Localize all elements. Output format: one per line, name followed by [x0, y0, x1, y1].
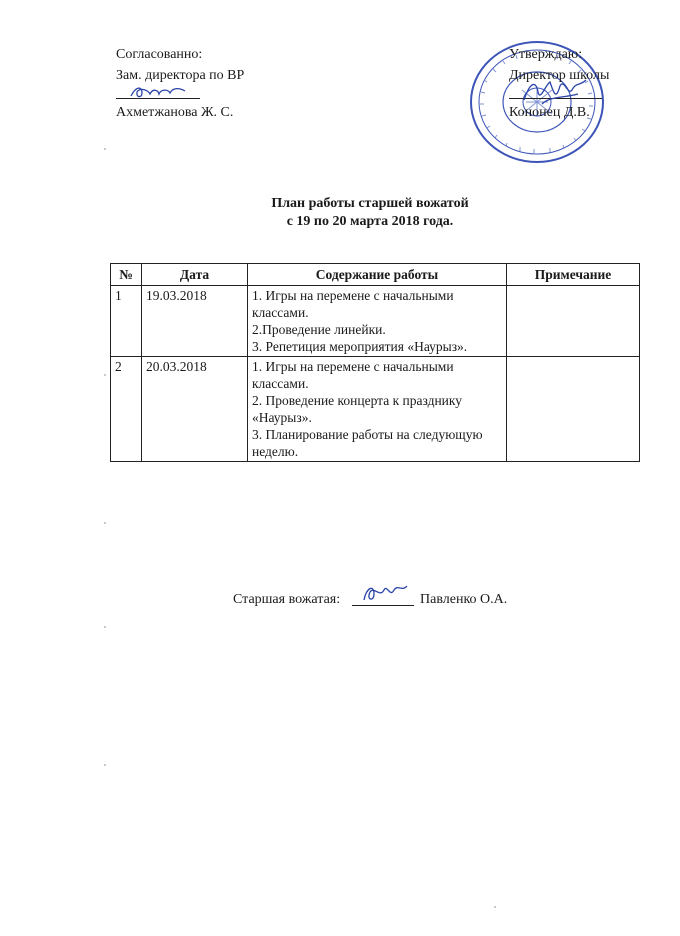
director-position: Директор школы [509, 68, 610, 83]
director-signature [520, 74, 590, 108]
row-content [248, 357, 507, 462]
row-date: 20.03.2018 [142, 357, 248, 462]
document-subtitle: с 19 по 20 марта 2018 года. [286, 214, 454, 229]
approve-label: Утверждаю: [509, 47, 583, 62]
document-title: План работы старшей вожатой [271, 196, 469, 211]
footer-name: Павленко О.А. [420, 592, 508, 607]
scan-speck [104, 522, 106, 524]
row-number: 1 [111, 286, 142, 357]
table-row [111, 286, 640, 357]
header-note: Примечание [507, 264, 640, 286]
scan-speck [494, 906, 496, 908]
row-date: 19.03.2018 [142, 286, 248, 357]
scan-speck [104, 148, 106, 150]
scan-speck [104, 626, 106, 628]
deputy-position: Зам. директора по ВР [116, 68, 245, 83]
content-item: 2.Проведение линейки. [252, 322, 386, 337]
director-name: Кононец Д.В. [509, 105, 590, 120]
deputy-signature [128, 82, 188, 102]
row-content [248, 286, 507, 357]
table-row [111, 357, 640, 462]
content-item: 3. Планирование работы на следующую неделю. [252, 427, 483, 459]
scan-speck [104, 374, 106, 376]
content-item: 2. Проведение концерта к празднику «Наурыз». [252, 393, 463, 425]
scan-speck [104, 764, 106, 766]
header-number: № [111, 264, 142, 286]
content-item: 1. Игры на перемене с начальными классами. [252, 359, 454, 391]
deputy-name: Ахметжанова Ж. С. [116, 105, 234, 120]
work-plan-table [110, 263, 640, 462]
row-note [507, 286, 640, 357]
row-number: 2 [111, 357, 142, 462]
table-header-row [111, 264, 640, 286]
footer-label: Старшая вожатая: [233, 592, 341, 607]
footer-signature [360, 580, 410, 606]
content-item: 1. Игры на перемене с начальными классами. [252, 288, 454, 320]
row-note [507, 357, 640, 462]
header-content: Содержание работы [248, 264, 507, 286]
content-item: 3. Репетиция мероприятия «Наурыз». [252, 339, 468, 354]
agreed-label: Согласованно: [116, 47, 203, 62]
header-date: Дата [142, 264, 248, 286]
